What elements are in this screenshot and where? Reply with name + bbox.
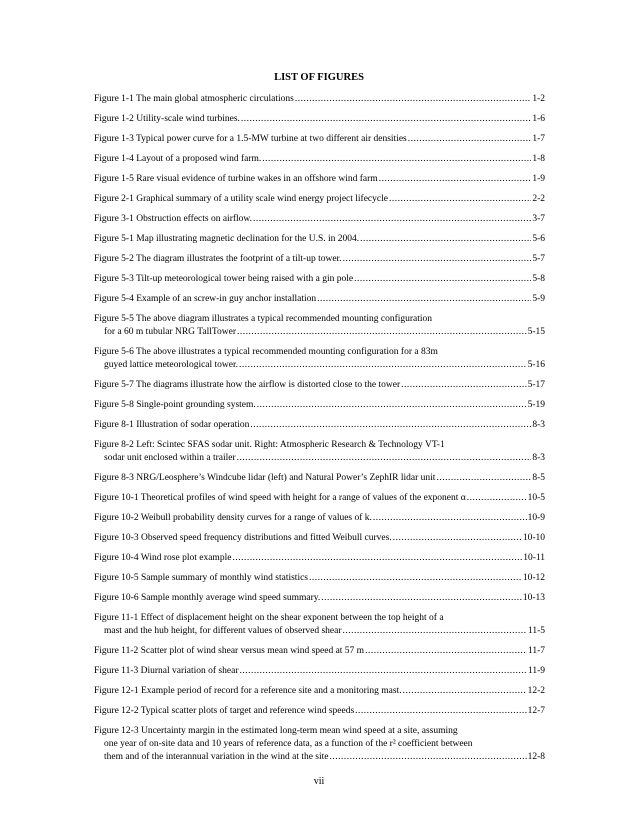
figure-entry-line — [94, 313, 545, 326]
figure-entry-line — [94, 492, 545, 505]
dot-leader — [393, 532, 522, 545]
figure-entry-line — [94, 452, 545, 465]
figure-entry-line — [94, 233, 545, 246]
figure-caption: sodar unit enclosed within a trailer — [104, 453, 236, 463]
figure-entry[interactable] — [94, 612, 545, 638]
figure-entry[interactable] — [94, 113, 545, 126]
figure-entry[interactable] — [94, 213, 545, 226]
figure-page-number: 5-15 — [527, 327, 545, 337]
figure-entry[interactable] — [94, 439, 545, 465]
figure-entry-line — [94, 665, 545, 678]
figure-page-number: 2-2 — [532, 194, 545, 204]
figure-entry-line — [94, 472, 545, 485]
figure-caption: Figure 1-2 Utility-scale wind turbines. — [94, 114, 240, 124]
figure-entry-line — [94, 705, 545, 718]
figure-page-number: 11-9 — [527, 666, 545, 676]
figure-page-number: 5-8 — [532, 274, 545, 284]
dot-leader — [241, 113, 531, 126]
figure-entry-line — [94, 346, 545, 359]
figure-page-number: 1-6 — [532, 114, 545, 124]
figure-page-number: 10-11 — [523, 553, 545, 563]
figure-entry-line — [94, 738, 545, 751]
dot-leader — [232, 552, 522, 565]
figure-page-number: 5-7 — [532, 254, 545, 264]
dot-leader — [262, 153, 531, 166]
figure-page-number: 8-5 — [532, 473, 545, 483]
page-title: LIST OF FIGURES — [274, 72, 364, 83]
dot-leader — [330, 751, 527, 764]
figure-caption: one year of on-site data and 10 years of reference data, as a function of the r² coefficient between — [104, 739, 473, 749]
figure-page-number: 8-3 — [532, 453, 545, 463]
figure-entry-line — [94, 133, 545, 146]
figure-entry-line — [94, 359, 545, 372]
dot-leader — [250, 419, 531, 432]
figure-entry-line — [94, 592, 545, 605]
figure-caption: guyed lattice meteorological tower. — [104, 360, 239, 370]
figure-entry-line — [94, 113, 545, 126]
figure-entry-line — [94, 399, 545, 412]
list-of-figures — [94, 93, 545, 764]
figure-entry-line — [94, 751, 545, 764]
dot-leader — [355, 705, 526, 718]
figure-caption: Figure 1-5 Rare visual evidence of turbine wakes in an offshore wind farm — [94, 174, 378, 184]
figure-page-number: 10-9 — [527, 513, 545, 523]
figure-caption: them and of the interannual variation in the wind at the site — [104, 752, 329, 762]
figure-caption: Figure 12-1 Example period of record for a reference site and a monitoring mast. — [94, 686, 402, 696]
figure-page-number: 5-17 — [527, 380, 545, 390]
figure-entry-line — [94, 645, 545, 658]
figure-entry[interactable] — [94, 153, 545, 166]
figure-entry-line — [94, 572, 545, 585]
figure-page-number: 5-16 — [527, 360, 545, 370]
figure-caption: Figure 1-4 Layout of a proposed wind farm. — [94, 154, 262, 164]
dot-leader — [467, 492, 527, 505]
dot-leader — [317, 293, 531, 306]
figure-page-number: 10-13 — [522, 593, 545, 603]
figure-caption: Figure 8-1 Illustration of sodar operation — [94, 420, 250, 430]
dot-leader — [237, 452, 532, 465]
figure-entry-line — [94, 685, 545, 698]
figure-page-number: 1-2 — [532, 94, 545, 104]
figure-entry-line — [94, 193, 545, 206]
figure-caption: Figure 5-8 Single-point grounding system. — [94, 400, 256, 410]
figure-entry[interactable] — [94, 592, 545, 605]
figure-entry-line — [94, 379, 545, 392]
figure-caption: Figure 11-3 Diurnal variation of shear — [94, 666, 239, 676]
figure-page-number: 12-2 — [527, 686, 545, 696]
figure-entry[interactable] — [94, 472, 545, 485]
figure-page-number: 11-5 — [527, 626, 545, 636]
figure-entry[interactable] — [94, 233, 545, 246]
figure-caption: Figure 11-2 Scatter plot of wind shear versus mean wind speed at 57 m — [94, 646, 365, 656]
figure-caption: Figure 11-1 Effect of displacement height on the shear exponent between the top height of a — [94, 613, 444, 623]
figure-entry[interactable] — [94, 705, 545, 718]
figure-entry-line — [94, 625, 545, 638]
dot-leader — [239, 665, 526, 678]
figure-entry-line — [94, 213, 545, 226]
figure-page-number: 11-7 — [527, 646, 545, 656]
figure-entry[interactable] — [94, 532, 545, 545]
dot-leader — [403, 685, 527, 698]
figure-entry[interactable] — [94, 93, 545, 106]
figure-caption: Figure 1-1 The main global atmospheric circulations — [94, 94, 294, 104]
dot-leader — [237, 326, 527, 339]
figure-caption: Figure 5-7 The diagrams illustrate how the airflow is distorted close to the tower — [94, 380, 401, 390]
figure-caption: Figure 10-2 Weibull probability density curves for a range of values of k. — [94, 513, 372, 523]
figure-page-number: 10-12 — [522, 573, 545, 583]
figure-entry[interactable] — [94, 253, 545, 266]
figure-entry[interactable] — [94, 313, 545, 339]
figure-entry[interactable] — [94, 273, 545, 286]
figure-entry[interactable] — [94, 665, 545, 678]
dot-leader — [321, 592, 522, 605]
dot-leader — [354, 273, 531, 286]
figure-entry-line — [94, 725, 545, 738]
dot-leader — [436, 472, 531, 485]
figure-caption: Figure 10-4 Wind rose plot example — [94, 553, 232, 563]
figure-entry[interactable] — [94, 572, 545, 585]
dot-leader — [373, 512, 527, 525]
figure-page-number: 5-19 — [527, 400, 545, 410]
figure-caption: Figure 10-1 Theoretical profiles of wind speed with height for a range of values of the exponent α — [94, 493, 466, 503]
figure-entry[interactable] — [94, 419, 545, 432]
figure-caption: Figure 8-2 Left: Scintec SFAS sodar unit. Right: Atmospheric Research & Technology VT-1 — [94, 440, 445, 450]
figure-page-number: 5-6 — [532, 234, 545, 244]
figure-entry-line — [94, 253, 545, 266]
figure-caption: for a 60 m tubular NRG TallTower — [104, 327, 236, 337]
dot-leader — [379, 173, 532, 186]
figure-entry-line — [94, 173, 545, 186]
figure-entry-line — [94, 153, 545, 166]
figure-entry[interactable] — [94, 645, 545, 658]
dot-leader — [401, 379, 526, 392]
figure-caption: Figure 12-2 Typical scatter plots of target and reference wind speeds — [94, 706, 355, 716]
dot-leader — [239, 359, 527, 372]
figure-entry[interactable] — [94, 346, 545, 372]
page-number: vii — [313, 776, 325, 787]
figure-entry-line — [94, 273, 545, 286]
figure-caption: Figure 5-6 The above illustrates a typical recommended mounting configuration for a 83m — [94, 347, 438, 357]
dot-leader — [360, 233, 531, 246]
figure-page-number: 1-8 — [532, 154, 545, 164]
figure-page-number: 12-8 — [527, 752, 545, 762]
figure-caption: Figure 3-1 Obstruction effects on airflow. — [94, 214, 253, 224]
figure-caption: mast and the hub height, for different values of observed shear — [104, 626, 342, 636]
figure-entry-line — [94, 326, 545, 339]
figure-entry-line — [94, 293, 545, 306]
figure-entry[interactable] — [94, 193, 545, 206]
figure-entry[interactable] — [94, 492, 545, 505]
figure-caption: Figure 5-4 Example of an screw-in guy anchor installation — [94, 294, 317, 304]
dot-leader — [389, 193, 531, 206]
dot-leader — [365, 645, 527, 658]
figure-page-number: 10-10 — [522, 533, 545, 543]
dot-leader — [408, 133, 532, 146]
dot-leader — [253, 213, 531, 226]
dot-leader — [343, 625, 527, 638]
figure-entry-line — [94, 552, 545, 565]
figure-caption: Figure 12-3 Uncertainty margin in the estimated long-term mean wind speed at a site, assuming — [94, 726, 458, 736]
figure-page-number: 8-3 — [532, 420, 545, 430]
figure-page-number: 12-7 — [527, 706, 545, 716]
figure-caption: Figure 5-3 Tilt-up meteorological tower being raised with a gin pole — [94, 274, 354, 284]
figure-caption: Figure 10-6 Sample monthly average wind speed summary. — [94, 593, 321, 603]
figure-entry-line — [94, 512, 545, 525]
figure-page-number: 10-5 — [527, 493, 545, 503]
figure-caption: Figure 8-3 NRG/Leosphere’s Windcube lidar (left) and Natural Power’s ZephIR lidar unit — [94, 473, 436, 483]
figure-caption: Figure 10-5 Sample summary of monthly wind statistics — [94, 573, 308, 583]
figure-entry[interactable] — [94, 512, 545, 525]
figure-entry-line — [94, 419, 545, 432]
figure-entry-line — [94, 439, 545, 452]
figure-caption: Figure 2-1 Graphical summary of a utility scale wind energy project lifecycle — [94, 194, 388, 204]
dot-leader — [343, 253, 532, 266]
dot-leader — [309, 572, 522, 585]
figure-entry[interactable] — [94, 725, 545, 764]
figure-caption: Figure 10-3 Observed speed frequency distributions and fitted Weibull curves. — [94, 533, 392, 543]
figure-caption: Figure 5-1 Map illustrating magnetic declination for the U.S. in 2004. — [94, 234, 360, 244]
figure-caption: Figure 5-2 The diagram illustrates the footprint of a tilt-up tower. — [94, 254, 342, 264]
figure-caption: Figure 5-5 The above diagram illustrates a typical recommended mounting configuration — [94, 314, 433, 324]
figure-page-number: 1-7 — [532, 134, 545, 144]
figure-page-number: 1-9 — [532, 174, 545, 184]
figure-caption: Figure 1-3 Typical power curve for a 1.5-MW turbine at two different air densities — [94, 134, 407, 144]
figure-entry-line — [94, 93, 545, 106]
figure-page-number: 5-9 — [532, 294, 545, 304]
dot-leader — [257, 399, 527, 412]
dot-leader — [295, 93, 532, 106]
figure-entry[interactable] — [94, 133, 545, 146]
figure-entry[interactable] — [94, 552, 545, 565]
figure-entry[interactable] — [94, 379, 545, 392]
figure-page-number: 3-7 — [532, 214, 545, 224]
figure-entry[interactable] — [94, 399, 545, 412]
figure-entry-line — [94, 532, 545, 545]
figure-entry-line — [94, 612, 545, 625]
figure-entry[interactable] — [94, 685, 545, 698]
figure-entry[interactable] — [94, 173, 545, 186]
figure-entry[interactable] — [94, 293, 545, 306]
